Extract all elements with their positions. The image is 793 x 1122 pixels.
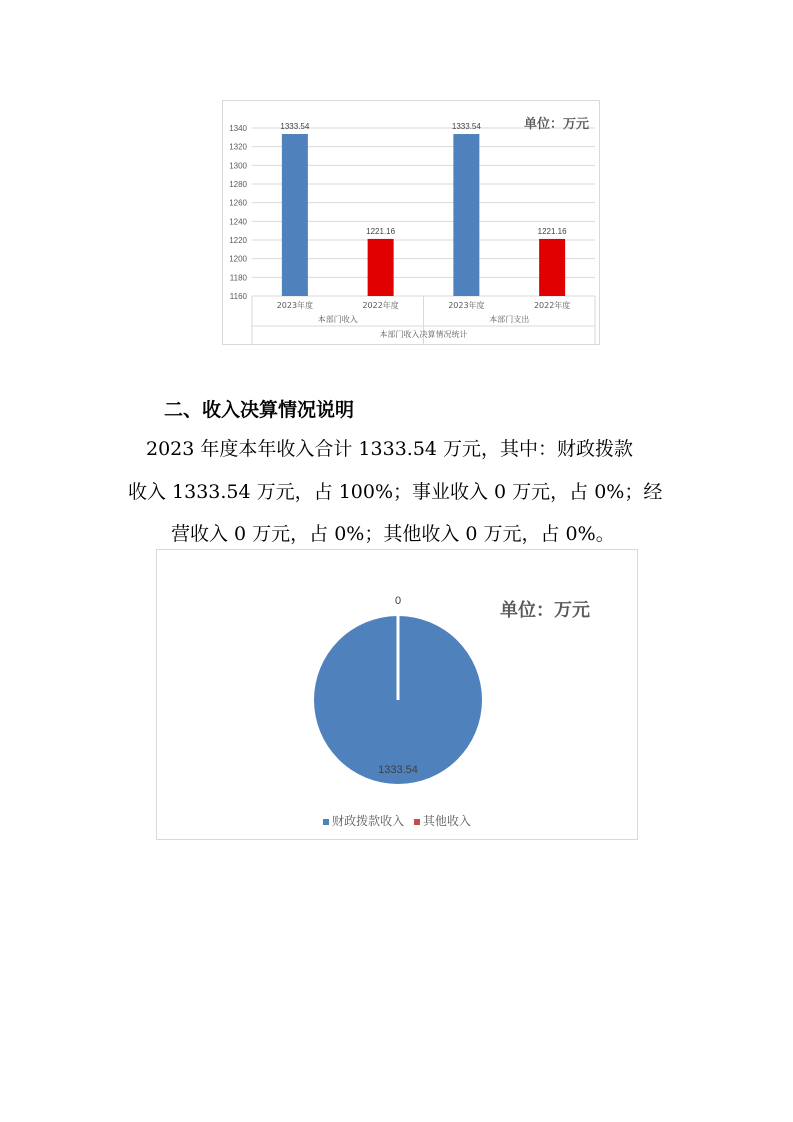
y-tick-label-2: 1200: [229, 254, 247, 264]
legend-label-other: 其他收入: [422, 814, 471, 828]
pie-legend: [157, 812, 637, 829]
x-tick-label-0: 2023年度: [276, 301, 314, 310]
y-tick-label-8: 1320: [229, 142, 247, 152]
bar-chart-panel: [222, 100, 600, 345]
x-group-label-0: 本部门收入: [317, 315, 358, 324]
legend-item-other: [414, 812, 471, 829]
y-tick-label-0: 1160: [229, 292, 247, 301]
legend-item-fiscal: [323, 812, 404, 829]
legend-swatch-other: [414, 819, 420, 825]
y-tick-label-1: 1180: [229, 273, 247, 283]
x-axis-title: 本部门收入决算情况统计: [379, 330, 468, 339]
x-tick-label-2: 2023年度: [448, 301, 485, 310]
pie-chart: [157, 550, 637, 839]
paragraph-line-3: 营收入 0 万元，占 0%；其他收入 0 万元，占 0%。: [171, 523, 615, 545]
y-tick-label-5: 1260: [229, 198, 247, 208]
legend-label-fiscal: 财政拨款收入: [332, 814, 405, 828]
pie-data-label-1: 0: [394, 595, 402, 607]
bar-2: [453, 134, 479, 296]
x-group-label-1: 本部门支出: [489, 315, 530, 324]
legend-swatch-fiscal: [323, 819, 329, 825]
pie-data-label-0: 1333.54: [378, 764, 418, 776]
paragraph-line-2: 收入 1333.54 万元，占 100%；事业收入 0 万元，占 0%；经: [128, 481, 663, 503]
section-heading: 二、收入决算情况说明: [164, 399, 355, 421]
y-tick-label-3: 1220: [229, 236, 247, 245]
bar-data-label-3: 1221.16: [537, 226, 567, 236]
y-tick-label-4: 1240: [229, 217, 247, 227]
y-tick-label-7: 1300: [229, 161, 247, 171]
y-tick-label-9: 1340: [229, 124, 247, 133]
bar-1: [368, 239, 394, 296]
paragraph-line-1: 2023 年度本年收入合计 1333.54 万元，其中：财政拨款: [146, 438, 634, 460]
bar-data-label-1: 1221.16: [366, 226, 396, 236]
pie-chart-unit-label: 单位：万元: [500, 600, 590, 621]
bar-chart: [223, 101, 599, 344]
x-tick-label-1: 2022年度: [362, 301, 399, 310]
bar-0: [282, 134, 308, 296]
y-tick-label-6: 1280: [229, 180, 247, 189]
bar-data-label-0: 1333.54: [280, 122, 310, 132]
bar-3: [539, 239, 565, 296]
bar-data-label-2: 1333.54: [451, 122, 481, 132]
x-tick-label-3: 2022年度: [533, 301, 571, 310]
pie-chart-panel: [156, 549, 638, 840]
bar-chart-unit-label: 单位：万元: [523, 117, 589, 132]
